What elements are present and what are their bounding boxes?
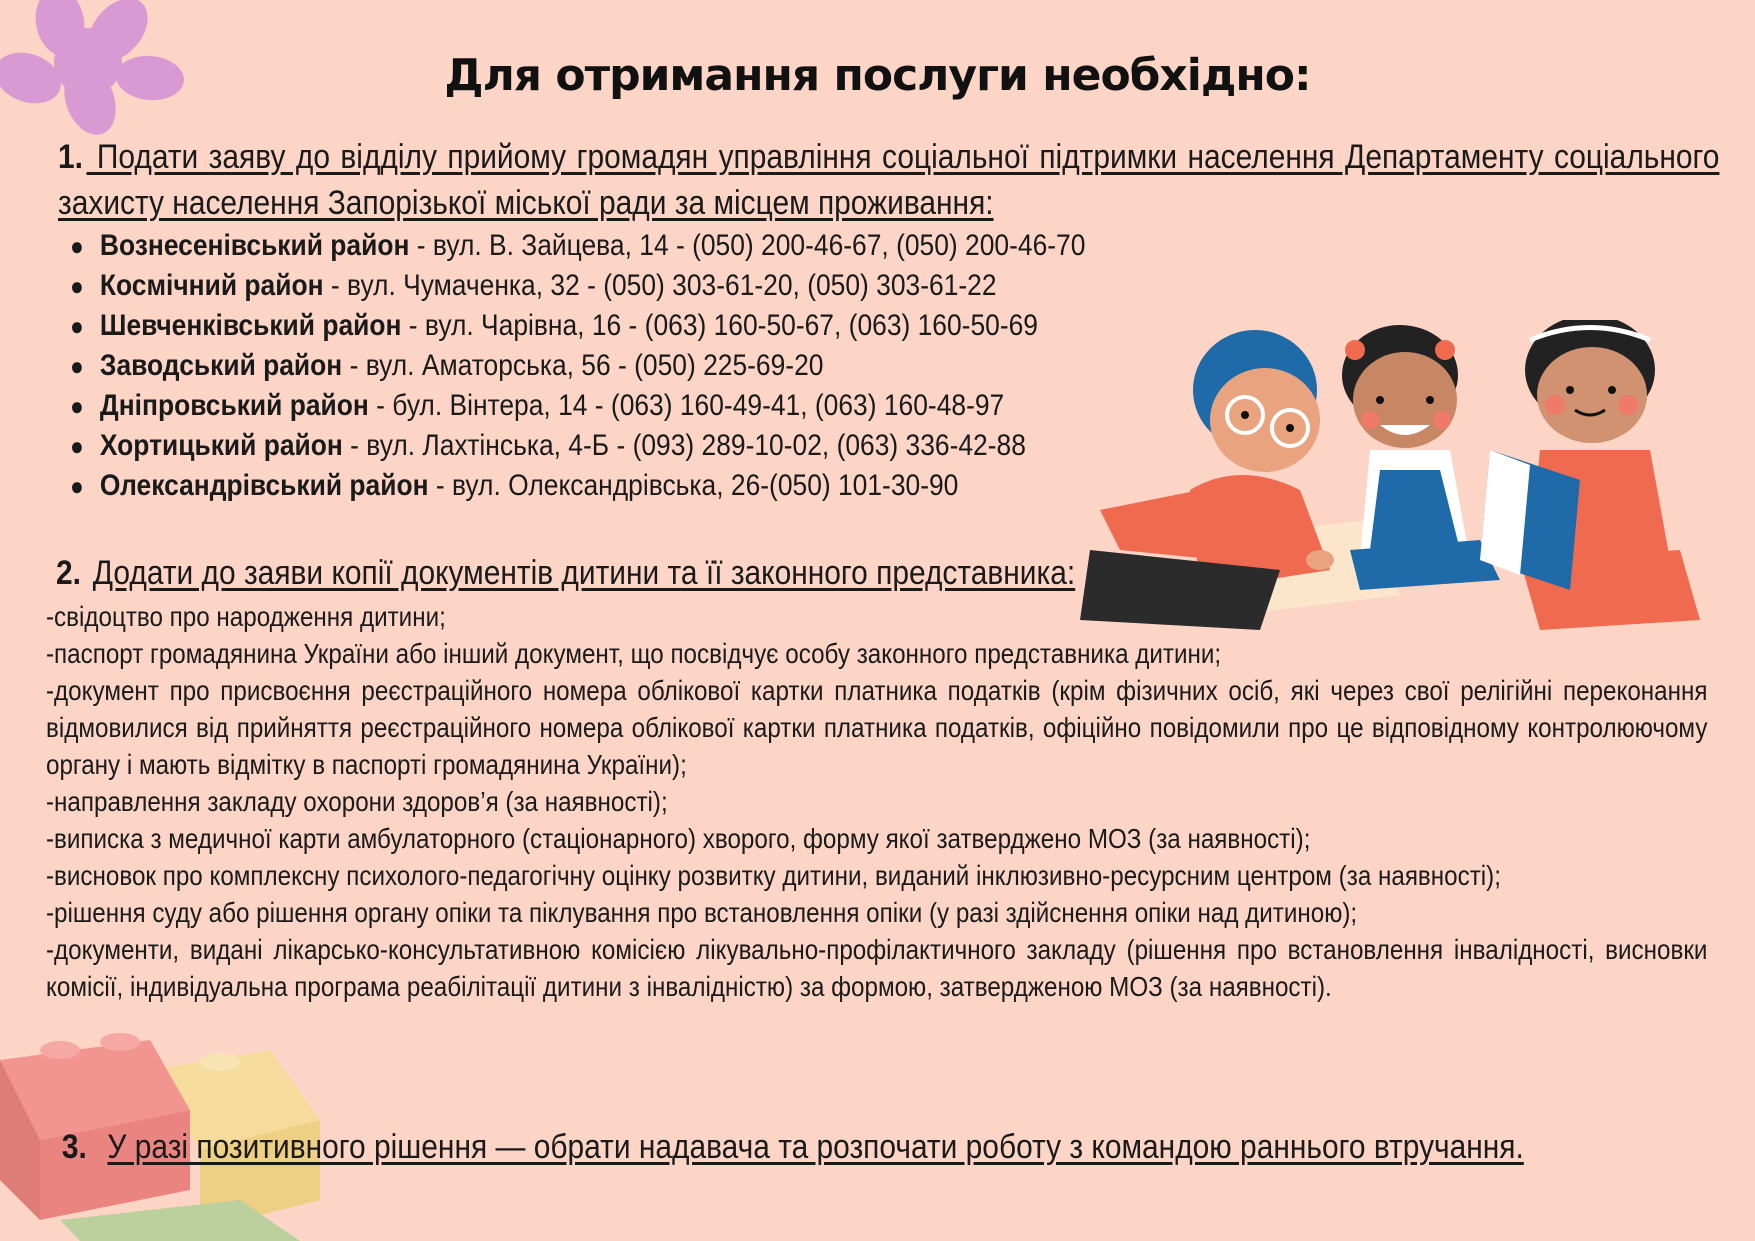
district-list bbox=[70, 226, 1224, 506]
list-item: -документ про присвоєння реєстраційного номера облікової картки платника податків (крім фізичних осіб, які через свої релігійні переконання відмовилися від прийняття реєстраційного номера облікової картки платника податків, офіційно повідомили про це відповідному контролюючому органу і мають відмітку в паспорті громадянина України); bbox=[46, 675, 1708, 780]
list-item: -направлення закладу охорони здоров’я (за наявності); bbox=[46, 786, 668, 817]
step-2-text bbox=[56, 550, 1717, 596]
list-item: -паспорт громадянина України або інший документ, що посвідчує особу законного представника дитини; bbox=[46, 638, 1222, 669]
list-item: ● Вознесенівський район - вул. В. Зайцева, 14 - (050) 200-46-67, (050) 200-46-70 bbox=[70, 229, 1086, 262]
list-item: -висновок про комплексну психолого-педагогічну оцінку розвитку дитини, виданий інклюзивно-ресурсним центром (за наявності); bbox=[46, 860, 1501, 891]
list-item: ● Космічний район - вул. Чумаченка, 32 - (050) 303-61-20, (050) 303-61-22 bbox=[70, 269, 997, 302]
list-item: -свідоцтво про народження дитини; bbox=[46, 601, 446, 632]
step-2-instruction: Додати до заяви копії документів дитини та її законного представника: bbox=[92, 554, 1076, 592]
step-2 bbox=[56, 550, 1718, 596]
step-3-text bbox=[46, 1124, 1707, 1170]
step-2-number: 2. bbox=[56, 554, 81, 592]
step-1-number: 1. bbox=[58, 138, 83, 176]
list-item: -виписка з медичної карти амбулаторного (стаціонарного) хворого, форму якої затверджено МОЗ (за наявності); bbox=[46, 823, 1311, 854]
step-3-instruction: У разі позитивного рішення — обрати надавача та розпочати роботу з командою раннього втручання. bbox=[107, 1128, 1524, 1166]
list-item: ● Шевченківський район - вул. Чарівна, 16 - (063) 160-50-67, (063) 160-50-69 bbox=[70, 309, 1038, 342]
list-item: ● Хортицький район - вул. Лахтінська, 4-Б - (093) 289-10-02, (063) 336-42-88 bbox=[70, 429, 1026, 462]
list-item: -рішення суду або рішення органу опіки та піклування про встановлення опіки (у разі здійснення опіки над дитиною); bbox=[46, 897, 1358, 928]
page-title: Для отримання послуги необхідно: bbox=[444, 50, 1311, 101]
step-1-text bbox=[58, 134, 1719, 226]
list-item: -документи, видані лікарсько-консультативною комісією лікувально-профілактичного закладу (рішення про встановлення інвалідності, висновки комісії, індивідуальна програма реабілітації дитини з інвалідністю) за формою, затвердженою МОЗ (за наявності). bbox=[46, 934, 1708, 1002]
step-1 bbox=[58, 134, 1720, 226]
documents-list bbox=[46, 598, 1708, 1005]
step-3 bbox=[46, 1124, 1708, 1170]
toy-blocks-decoration bbox=[0, 1000, 340, 1241]
list-item: ● Дніпровський район - бул. Вінтера, 14 - (063) 160-49-41, (063) 160-48-97 bbox=[70, 389, 1005, 422]
step-1-instruction: Подати заяву до відділу прийому громадян управління соціальної підтримки населення Департаменту соціального захисту населення Запорізької міської ради за місцем проживання: bbox=[58, 138, 1720, 222]
step-3-number: 3. bbox=[61, 1128, 87, 1166]
list-item: ● Олександрівський район - вул. Олександрівська, 26-(050) 101-30-90 bbox=[70, 469, 959, 502]
list-item: ● Заводський район - вул. Аматорська, 56 - (050) 225-69-20 bbox=[70, 349, 824, 382]
